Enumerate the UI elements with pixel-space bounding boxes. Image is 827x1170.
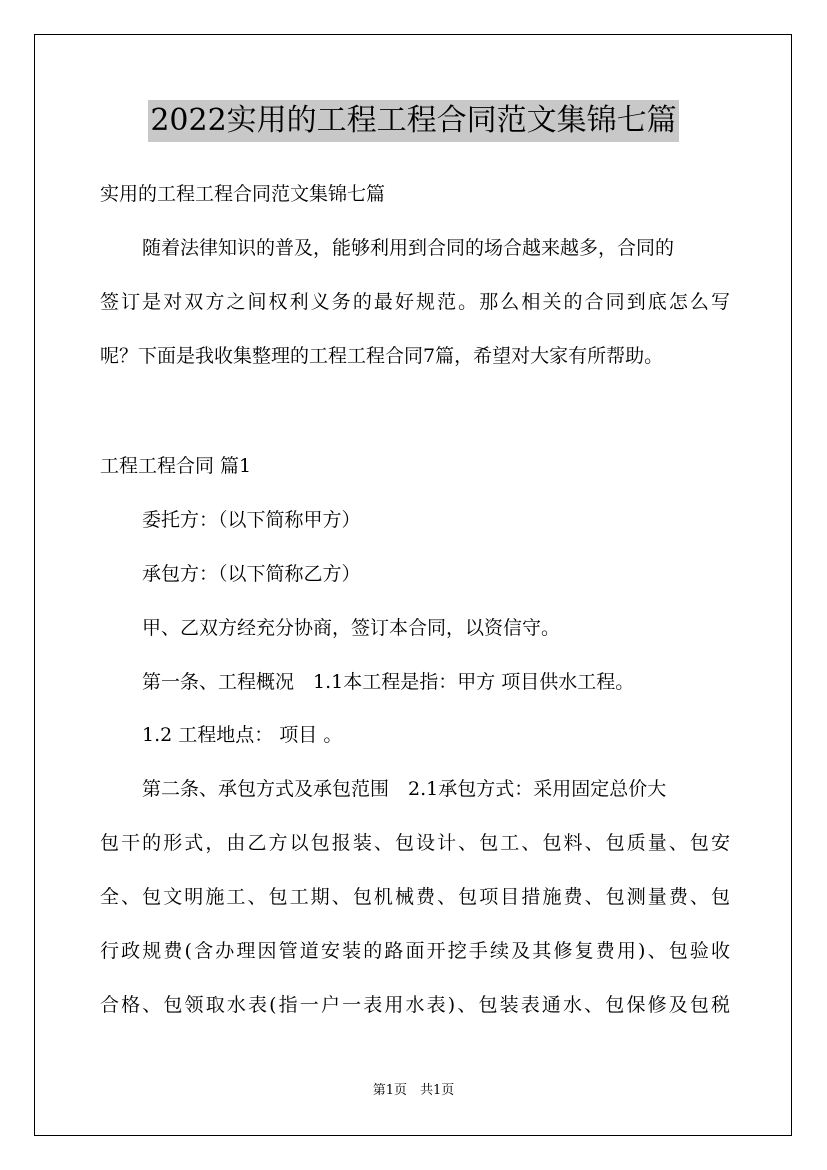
document-title: 2022实用的工程工程合同范文集锦七篇 [148,100,678,142]
party-client: 委托方：（以下简称甲方） [142,509,361,531]
page-number: 第1页 共1页 [372,1083,455,1098]
intro-line-3: 呢？下面是我收集整理的工程工程合同7篇，希望对大家有所帮助。 [100,345,664,367]
party-contractor: 承包方：（以下简称乙方） [142,563,361,585]
article-2-line-3: 全、包文明施工、包工期、包机械费、包项目措施费、包测量费、包 [100,886,730,908]
article-2-line-2: 包干的形式，由乙方以包报装、包设计、包工、包料、包质量、包安 [100,832,730,854]
article-2-line-5: 合格、包领取水表(指一户一表用水表)、包装表通水、包保修及包税 [100,994,730,1016]
intro-line-2: 签订是对双方之间权利义务的最好规范。那么相关的合同到底怎么写 [100,291,730,313]
article-2-line-1: 第二条、承包方式及承包范围 2.1承包方式：采用固定总价大 [142,778,667,800]
title-container [0,100,827,142]
agreement-statement: 甲、乙双方经充分协商，签订本合同，以资信守。 [142,617,561,639]
section-heading: 工程工程合同 篇1 [100,455,252,477]
article-1-overview: 第一条、工程概况 1.1本工程是指：甲方 项目供水工程。 [142,671,635,693]
intro-line-1: 随着法律知识的普及，能够利用到合同的场合越来越多，合同的 [142,237,675,259]
article-1-location: 1.2 工程地点： 项目 。 [142,724,343,746]
article-2-line-4: 行政规费(含办理因管道安装的路面开挖手续及其修复费用)、包验收 [100,940,730,962]
document-subtitle: 实用的工程工程合同范文集锦七篇 [100,183,386,205]
